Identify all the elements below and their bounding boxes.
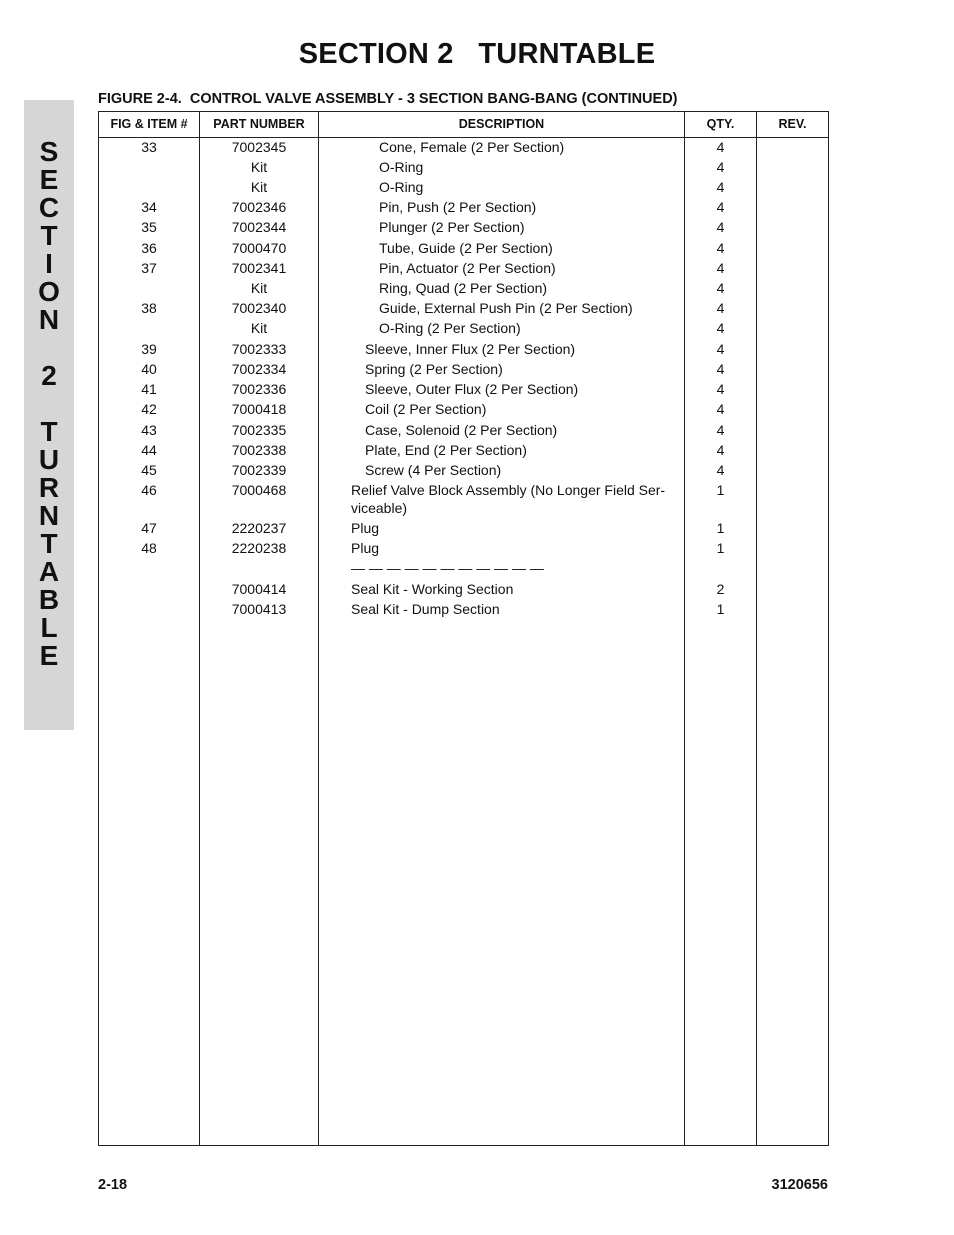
part-description: Spring (2 Per Section) bbox=[365, 361, 503, 377]
side-tab-letter: N bbox=[38, 500, 60, 531]
item-number: 47 bbox=[141, 520, 157, 536]
part-description: Plug bbox=[351, 540, 380, 556]
quantity: 4 bbox=[716, 341, 725, 357]
quantity: 4 bbox=[716, 139, 725, 155]
side-tab-letter: L bbox=[40, 612, 58, 643]
part-description: Seal Kit - Dump Section bbox=[351, 601, 500, 617]
quantity: 4 bbox=[716, 462, 725, 478]
item-number: 43 bbox=[141, 422, 157, 438]
side-tab-letter: T bbox=[40, 528, 58, 559]
quantity: 4 bbox=[716, 159, 725, 175]
part-description: Guide, External Push Pin (2 Per Section) bbox=[379, 300, 633, 316]
part-number: 7002335 bbox=[231, 422, 287, 438]
item-number: 40 bbox=[141, 361, 157, 377]
part-number: 7002334 bbox=[231, 361, 287, 377]
side-tab-letters bbox=[24, 138, 74, 670]
quantity: 4 bbox=[716, 361, 725, 377]
part-number: 7002344 bbox=[231, 219, 287, 235]
part-description: Sleeve, Outer Flux (2 Per Section) bbox=[365, 381, 579, 397]
item-number: 39 bbox=[141, 341, 157, 357]
item-number: 45 bbox=[141, 462, 157, 478]
part-description: Pin, Push (2 Per Section) bbox=[379, 199, 537, 215]
item-number: 48 bbox=[141, 540, 157, 556]
column-divider bbox=[756, 112, 757, 1145]
part-number: 7002339 bbox=[231, 462, 287, 478]
side-tab-letter: O bbox=[38, 276, 60, 307]
side-tab-letter: I bbox=[45, 248, 53, 279]
document-number: 3120656 bbox=[771, 1177, 828, 1193]
part-description: O-Ring (2 Per Section) bbox=[379, 320, 521, 336]
part-number: 7002333 bbox=[231, 341, 287, 357]
side-tab-letter: U bbox=[38, 444, 60, 475]
item-number: 41 bbox=[141, 381, 157, 397]
figure-caption: FIGURE 2-4. CONTROL VALVE ASSEMBLY - 3 SECTION BANG-BANG (CONTINUED) bbox=[98, 91, 678, 107]
item-number: 42 bbox=[141, 401, 157, 417]
page-number: 2-18 bbox=[98, 1177, 128, 1193]
part-description: Coil (2 Per Section) bbox=[365, 401, 487, 417]
part-description: Plug bbox=[351, 520, 380, 536]
part-description: Relief Valve Block Assembly (No Longer Field Ser- bbox=[351, 482, 666, 498]
quantity: 4 bbox=[716, 320, 725, 336]
item-number: 35 bbox=[141, 219, 157, 235]
quantity: 4 bbox=[716, 280, 725, 296]
item-number: 34 bbox=[141, 199, 157, 215]
part-number: 7000418 bbox=[231, 401, 287, 417]
section-side-tab bbox=[24, 100, 74, 730]
part-description: Seal Kit - Working Section bbox=[351, 581, 514, 597]
column-divider bbox=[318, 112, 319, 1145]
part-description: O-Ring bbox=[379, 159, 424, 175]
item-number: 36 bbox=[141, 240, 157, 256]
quantity: 1 bbox=[716, 540, 725, 556]
parts-table bbox=[98, 111, 829, 1146]
part-number: 2220237 bbox=[231, 520, 287, 536]
quantity: 1 bbox=[716, 520, 725, 536]
part-number: 7000413 bbox=[231, 601, 287, 617]
part-number: 7000468 bbox=[231, 482, 287, 498]
part-number: 7002336 bbox=[231, 381, 287, 397]
part-number: Kit bbox=[250, 179, 268, 195]
part-number: 7002341 bbox=[231, 260, 287, 276]
column-header-part: PART NUMBER bbox=[213, 117, 305, 131]
part-number: 7002338 bbox=[231, 442, 287, 458]
item-number: 37 bbox=[141, 260, 157, 276]
part-number: 7000414 bbox=[231, 581, 287, 597]
quantity: 4 bbox=[716, 401, 725, 417]
item-number: 44 bbox=[141, 442, 157, 458]
quantity: 2 bbox=[716, 581, 725, 597]
quantity: 4 bbox=[716, 179, 725, 195]
part-number: Kit bbox=[250, 280, 268, 296]
part-description: Plunger (2 Per Section) bbox=[379, 219, 525, 235]
part-description: O-Ring bbox=[379, 179, 424, 195]
item-number: 46 bbox=[141, 482, 157, 498]
part-number: Kit bbox=[250, 320, 268, 336]
part-description: Sleeve, Inner Flux (2 Per Section) bbox=[365, 341, 576, 357]
quantity: 4 bbox=[716, 240, 725, 256]
side-tab-letter: S bbox=[39, 136, 59, 167]
part-description-continued: viceable) bbox=[351, 500, 408, 516]
side-tab-letter: B bbox=[38, 584, 60, 615]
quantity: 4 bbox=[716, 442, 725, 458]
quantity: 4 bbox=[716, 260, 725, 276]
part-description: Cone, Female (2 Per Section) bbox=[379, 139, 565, 155]
side-tab-letter: N bbox=[38, 304, 60, 335]
part-description: — — — — — — — — — — — bbox=[351, 560, 544, 576]
part-description: Pin, Actuator (2 Per Section) bbox=[379, 260, 556, 276]
side-tab-letter: C bbox=[38, 192, 60, 223]
part-description: Screw (4 Per Section) bbox=[365, 462, 502, 478]
part-description: Ring, Quad (2 Per Section) bbox=[379, 280, 548, 296]
side-tab-letter: 2 bbox=[41, 360, 57, 391]
item-number: 33 bbox=[141, 139, 157, 155]
side-tab-letter: A bbox=[38, 556, 60, 587]
quantity: 1 bbox=[716, 601, 725, 617]
part-number: 7002340 bbox=[231, 300, 287, 316]
side-tab-letter: E bbox=[39, 164, 59, 195]
quantity: 4 bbox=[716, 199, 725, 215]
quantity: 4 bbox=[716, 219, 725, 235]
side-tab-letter: T bbox=[40, 416, 58, 447]
side-tab-letter: R bbox=[38, 472, 60, 503]
part-number: 7002345 bbox=[231, 139, 287, 155]
part-number: 7000470 bbox=[231, 240, 287, 256]
item-number: 38 bbox=[141, 300, 157, 316]
part-number: Kit bbox=[250, 159, 268, 175]
column-header-rev: REV. bbox=[778, 117, 807, 131]
quantity: 1 bbox=[716, 482, 725, 498]
side-tab-letter: E bbox=[39, 640, 59, 671]
part-description: Case, Solenoid (2 Per Section) bbox=[365, 422, 558, 438]
page-title: SECTION 2 TURNTABLE bbox=[298, 38, 656, 70]
column-header-description: DESCRIPTION bbox=[458, 117, 545, 131]
part-description: Plate, End (2 Per Section) bbox=[365, 442, 527, 458]
quantity: 4 bbox=[716, 381, 725, 397]
column-header-qty: QTY. bbox=[706, 117, 735, 131]
part-description: Tube, Guide (2 Per Section) bbox=[379, 240, 553, 256]
column-header-item: FIG & ITEM # bbox=[110, 117, 188, 131]
side-tab-letter: T bbox=[40, 220, 58, 251]
part-number: 7002346 bbox=[231, 199, 287, 215]
part-number: 2220238 bbox=[231, 540, 287, 556]
quantity: 4 bbox=[716, 422, 725, 438]
quantity: 4 bbox=[716, 300, 725, 316]
